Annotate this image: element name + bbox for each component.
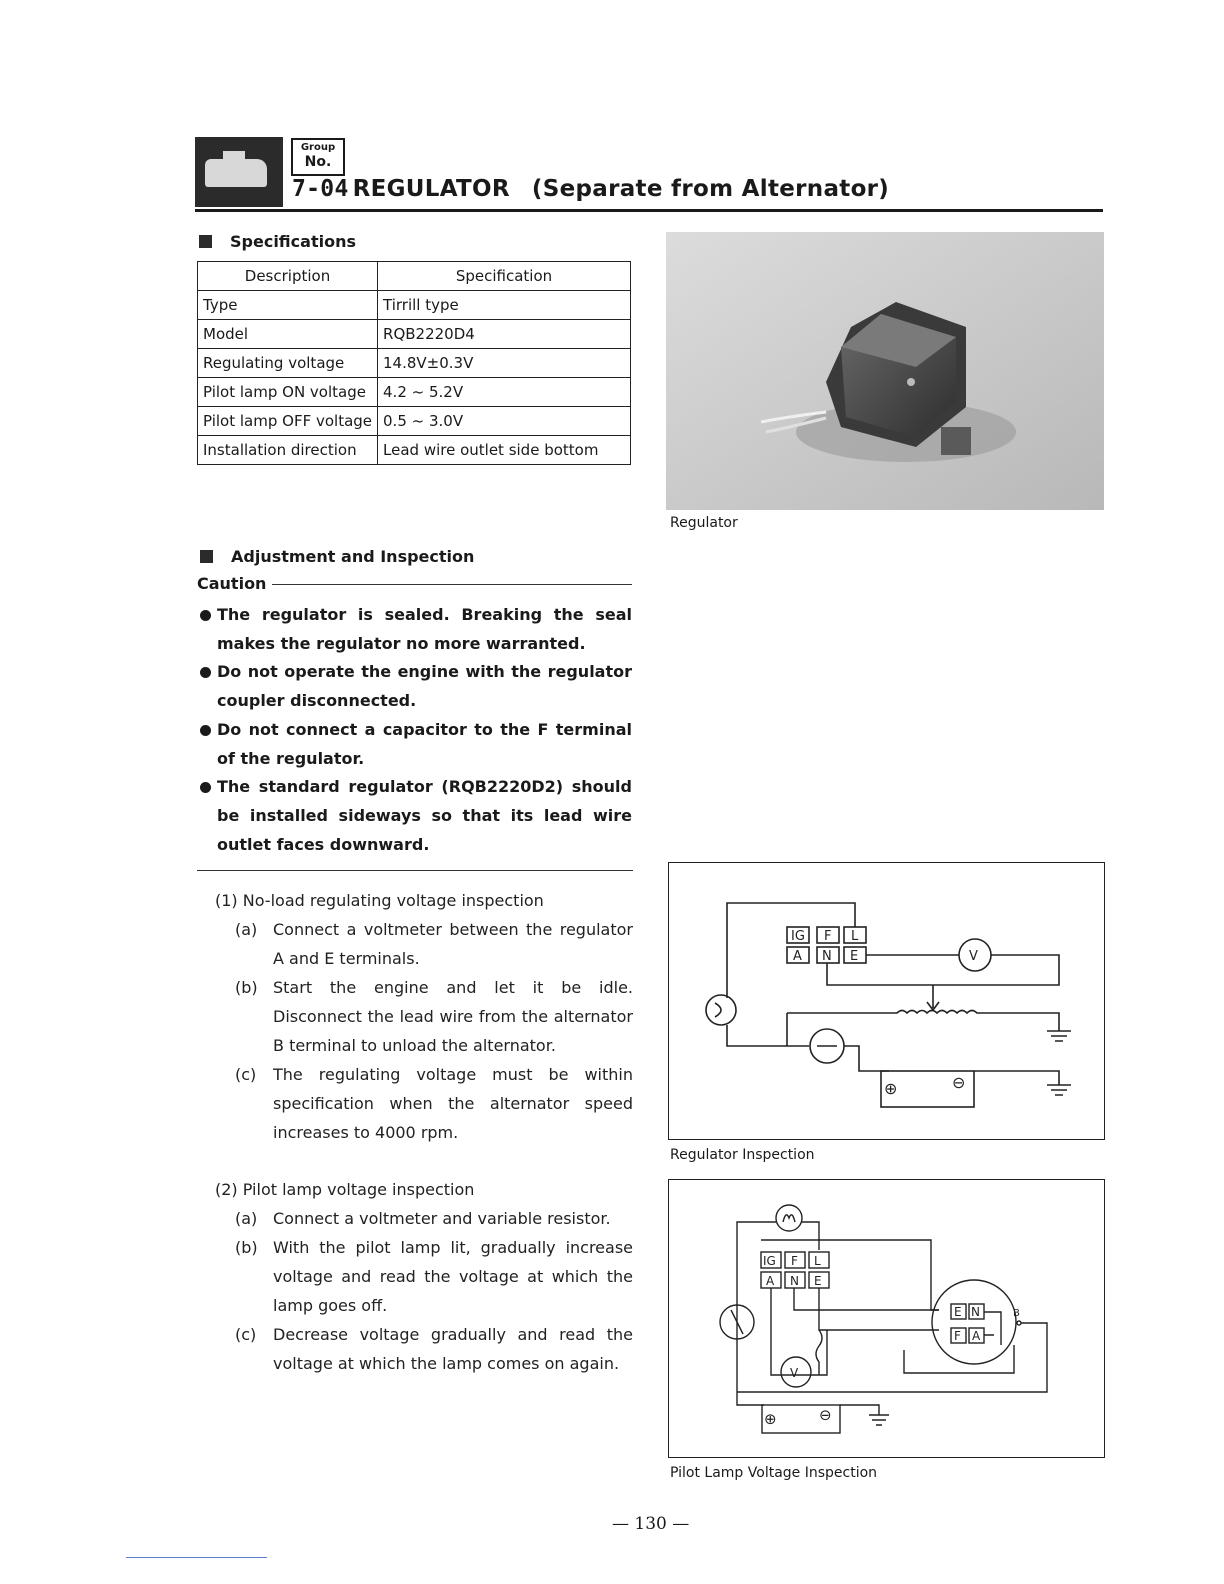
column-header: Description [198,262,378,291]
square-bullet-icon [200,550,213,563]
terminal-label: L [814,1254,821,1268]
alt-terminal-label: E [954,1305,962,1319]
terminal-label: E [850,949,859,964]
list-item: The standard regulator (RQB2220D2) should be installed sideways so that its lead wire outlet faces downward. [200,773,632,859]
sub-step: (c) The regulating voltage must be within specification when the alternator speed increases to 4000 rpm. [235,1065,633,1142]
table-row: Type Tirrill type [198,291,631,320]
sub-step: (b) With the pilot lamp lit, gradually increase voltage and read the voltage at which the lamp goes off. [235,1238,633,1315]
sub-step: (b) Start the engine and let it be idle. Disconnect the lead wire from the alternator B terminal to unload the alternator. [235,978,633,1055]
step-2 [215,1175,633,1378]
terminal-label: N [822,949,832,964]
battery-plus-label: ⊕ [764,1410,777,1428]
bullet-icon [200,610,211,621]
voltmeter-label: V [790,1366,799,1380]
list-item: Do not operate the engine with the regulator coupler disconnected. [200,658,632,715]
pilot-lamp-diagram [668,1179,1105,1458]
circuit-diagram [669,1180,1104,1457]
terminal-label: L [851,929,859,944]
diagram1-caption: Regulator Inspection [670,1147,815,1163]
alt-b-label: B [1013,1308,1020,1319]
table-header-row [198,262,631,291]
title-subtitle: (Separate from Alternator) [531,176,890,202]
alt-terminal-label: F [954,1329,961,1343]
footer-rule [126,1557,267,1558]
terminal-label: A [793,949,802,964]
photo-caption: Regulator [670,515,738,531]
list-item: The regulator is sealed. Breaking the seal makes the regulator no more warranted. [200,601,632,658]
step-title: (1) No-load regulating voltage inspection [215,891,544,910]
battery-plus-label: ⊕ [884,1079,898,1098]
sub-step: (a) Connect a voltmeter between the regulator A and E terminals. [235,920,633,968]
battery-minus-label: ⊖ [952,1073,966,1092]
caution-label: Caution [197,574,267,593]
voltmeter-label: V [969,949,978,964]
list-item: Do not connect a capacitor to the F terminal of the regulator. [200,716,632,773]
step-1 [215,886,633,1147]
caution-list [200,601,632,859]
alt-terminal-label: N [971,1305,980,1319]
no-label: No. [304,154,332,170]
terminal-label: IG [763,1254,776,1268]
diagram2-caption: Pilot Lamp Voltage Inspection [670,1465,878,1481]
group-label: Group [300,142,336,153]
square-bullet-icon [199,235,212,248]
regulator-photo-image [666,232,1104,510]
sub-step: (c) Decrease voltage gradually and read the voltage at which the lamp comes on again. [235,1325,633,1373]
alt-terminal-label: A [972,1329,981,1343]
table-row: Model RQB2220D4 [198,320,631,349]
bullet-icon [200,782,211,793]
terminal-label: IG [791,929,805,944]
terminal-label: A [766,1274,775,1288]
title-text: REGULATOR [352,176,510,202]
regulator-inspection-diagram [668,862,1105,1140]
circuit-diagram [669,863,1104,1139]
table-row: Pilot lamp ON voltage 4.2 ~ 5.2V [198,378,631,407]
table-row: Pilot lamp OFF voltage 0.5 ~ 3.0V [198,407,631,436]
terminal-label: F [791,1254,798,1268]
sub-step: (a) Connect a voltmeter and variable resistor. [235,1209,611,1228]
table-row: Regulating voltage 14.8V±0.3V [198,349,631,378]
adjustment-heading: Adjustment and Inspection [200,547,474,566]
terminal-label: N [790,1274,799,1288]
caution-end-rule [197,870,633,871]
bullet-icon [200,667,211,678]
specifications-table [197,261,631,465]
group-number-box [291,138,345,176]
column-header: Specification [378,262,631,291]
terminal-label: F [824,929,832,944]
header-rule [195,209,1103,212]
caution-rule [272,584,632,585]
terminal-label: E [814,1274,822,1288]
section-number: 7-04 [292,176,349,202]
page-number: — 130 — [612,1514,690,1534]
section-icon [195,137,283,207]
regulator-photo [666,232,1104,510]
battery-minus-label: ⊖ [819,1406,832,1424]
bullet-icon [200,725,211,736]
specifications-heading: Specifications [199,232,356,251]
page-title [292,176,889,202]
step-title: (2) Pilot lamp voltage inspection [215,1180,475,1199]
table-row: Installation direction Lead wire outlet side bottom [198,436,631,465]
